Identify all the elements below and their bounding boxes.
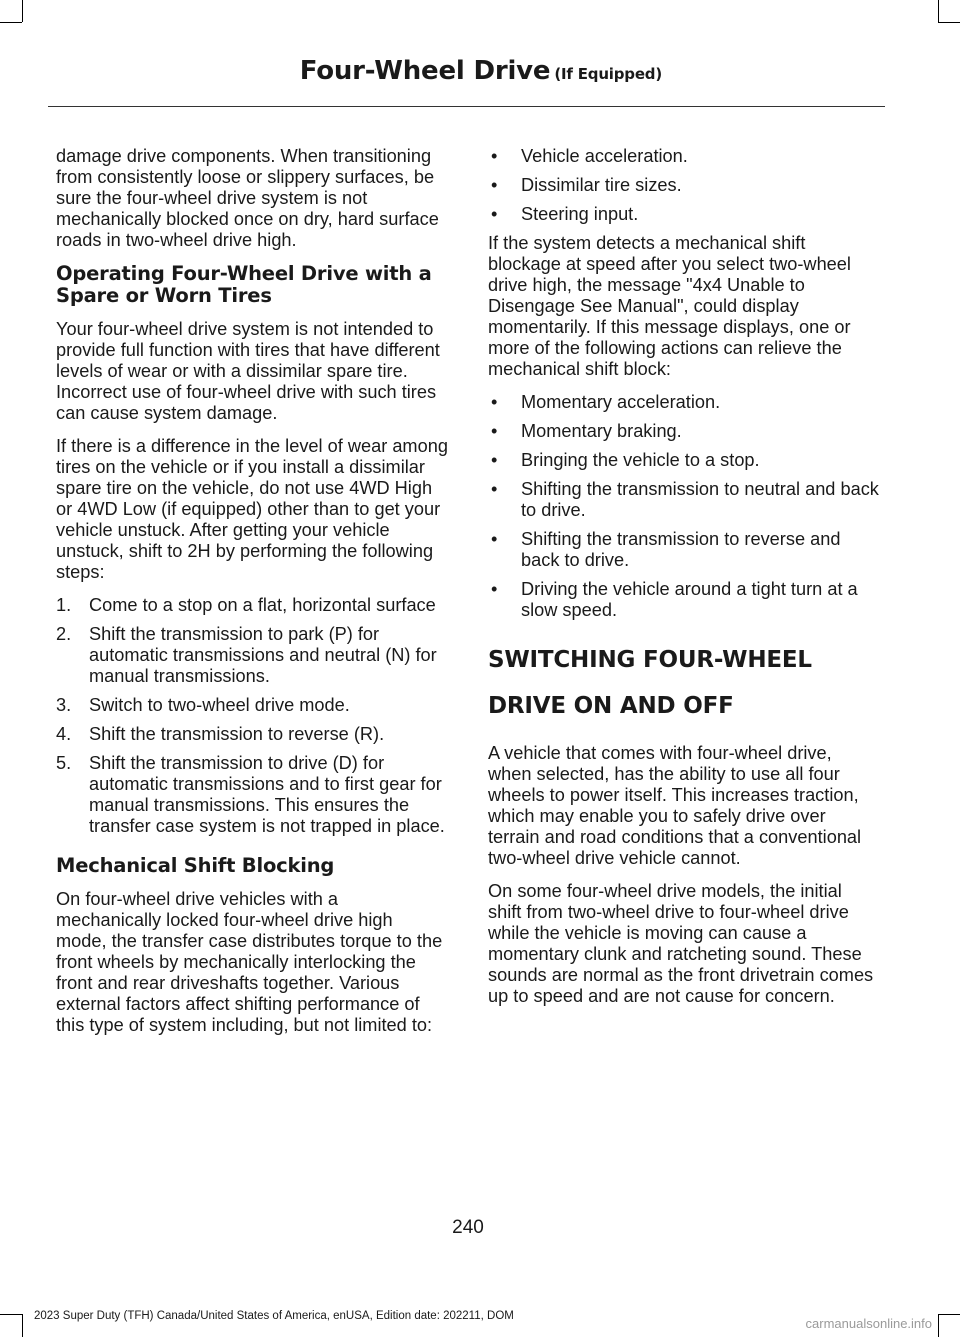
factors-list (488, 146, 880, 225)
list-item (56, 595, 448, 616)
crop-mark-bottom-right (938, 1314, 939, 1337)
list-item (488, 529, 880, 571)
bullet-icon: • (491, 421, 498, 441)
list-item-text: Bringing the vehicle to a stop. (521, 450, 760, 470)
list-item (56, 753, 448, 837)
step-text: Come to a stop on a flat, horizontal surface (89, 595, 436, 615)
step-text: Switch to two-wheel drive mode. (89, 695, 350, 715)
list-item (488, 146, 880, 167)
step-number: 2. (56, 624, 72, 644)
header-divider (48, 106, 885, 107)
list-item (56, 695, 448, 716)
left-column (56, 146, 448, 1048)
subheading-mechanical-shift-blocking: Mechanical Shift Blocking (56, 854, 335, 877)
step-number: 1. (56, 595, 72, 615)
list-item-text: Dissimilar tire sizes. (521, 175, 682, 195)
list-item-text: Driving the vehicle around a tight turn at a slow speed. (521, 579, 858, 620)
bullet-icon: • (491, 450, 498, 470)
page-header-title (300, 56, 662, 86)
bullet-icon: • (491, 529, 498, 549)
crop-mark-bottom-left (0, 1314, 22, 1315)
crop-mark-bottom-left (22, 1314, 23, 1337)
list-item (488, 204, 880, 225)
section-heading-line-2: DRIVE ON AND OFF (488, 693, 734, 719)
list-item-text: Momentary braking. (521, 421, 682, 441)
list-item (488, 450, 880, 471)
bullet-icon: • (491, 146, 498, 166)
footer-edition-info: 2023 Super Duty (TFH) Canada/United States of America, enUSA, Edition date: 202211, DOM (34, 1310, 514, 1322)
bullet-icon: • (491, 579, 498, 599)
paragraph: A vehicle that comes with four-wheel drive, when selected, has the ability to use all four wheels to power itself. This increases traction, which may enable you to safely drive over terrain and road conditions that a conventional two-wheel drive vehicle cannot. (488, 743, 862, 868)
bullet-icon: • (491, 204, 498, 224)
watermark: carmanualsonline.info (805, 1316, 932, 1331)
step-text: Shift the transmission to drive (D) for automatic transmissions and to first gear for manual transmissions. This ensures the transfer case system is not trapped in place. (89, 753, 445, 836)
section-heading (488, 645, 880, 721)
step-number: 4. (56, 724, 72, 744)
paragraph: If the system detects a mechanical shift blockage at speed after you select two-wheel drive high, the message "4x4 Unable to Disengage See Manual", could display momentarily. If this message displays, one or more of the following actions can relieve the mechanical shift block: (488, 233, 851, 379)
step-text: Shift the transmission to reverse (R). (89, 724, 385, 744)
header-title-text: Four-Wheel Drive (299, 56, 551, 86)
page-number: 240 (452, 1217, 484, 1238)
crop-mark-bottom-right (938, 1314, 960, 1315)
crop-mark-top-right (938, 22, 960, 23)
step-number: 5. (56, 753, 72, 773)
list-item (488, 421, 880, 442)
section-heading-line-1: SWITCHING FOUR-WHEEL (488, 647, 812, 673)
list-item (488, 479, 880, 521)
steps-list (56, 595, 448, 837)
right-column (488, 146, 880, 1019)
step-text: Shift the transmission to park (P) for automatic transmissions and neutral (N) for manual transmissions. (89, 624, 437, 686)
list-item-text: Shifting the transmission to neutral and back to drive. (521, 479, 879, 520)
list-item-text: Vehicle acceleration. (521, 146, 688, 166)
list-item (488, 579, 880, 621)
subheading-spare-tires: Operating Four-Wheel Drive with a Spare or Worn Tires (56, 262, 432, 307)
paragraph: On some four-wheel drive models, the initial shift from two-wheel drive to four-wheel drive while the vehicle is moving can cause a momentary clunk and ratcheting sound. These sounds are normal as the front drivetrain comes up to speed and are not cause for concern. (488, 881, 874, 1006)
step-number: 3. (56, 695, 72, 715)
list-item-text: Momentary acceleration. (521, 392, 721, 412)
header-title-suffix: (If Equipped) (554, 65, 662, 83)
list-item (488, 175, 880, 196)
list-item (488, 392, 880, 413)
paragraph: damage drive components. When transitioning from consistently loose or slippery surfaces, be sure the four-wheel drive system is not mechanically blocked once on dry, hard surface roads in two-wheel drive high. (56, 146, 439, 250)
bullet-icon: • (491, 175, 498, 195)
list-item-text: Shifting the transmission to reverse and back to drive. (521, 529, 841, 570)
bullet-icon: • (491, 479, 498, 499)
crop-mark-top-left (0, 22, 22, 23)
list-item (56, 724, 448, 745)
paragraph: Your four-wheel drive system is not intended to provide full function with tires that have different levels of wear or with a dissimilar spare tire. Incorrect use of four-wheel drive with such tires can cause system damage. (56, 319, 440, 423)
list-item-text: Steering input. (521, 204, 639, 224)
bullet-icon: • (491, 392, 498, 412)
crop-mark-top-left (22, 0, 23, 22)
crop-mark-top-right (938, 0, 939, 22)
paragraph: On four-wheel drive vehicles with a mechanically locked four-wheel drive high mode, the transfer case distributes torque to the front wheels by mechanically interlocking the front and rear driveshafts together. Various external factors affect shifting performance of this type of system including, but not limited to: (56, 889, 443, 1035)
list-item (56, 624, 448, 687)
actions-list (488, 392, 880, 621)
paragraph: If there is a difference in the level of wear among tires on the vehicle or if you install a dissimilar spare tire on the vehicle, do not use 4WD High or 4WD Low (if equipped) other than to get your vehicle unstuck. After getting your vehicle unstuck, shift to 2H by performing the following steps: (56, 436, 448, 582)
